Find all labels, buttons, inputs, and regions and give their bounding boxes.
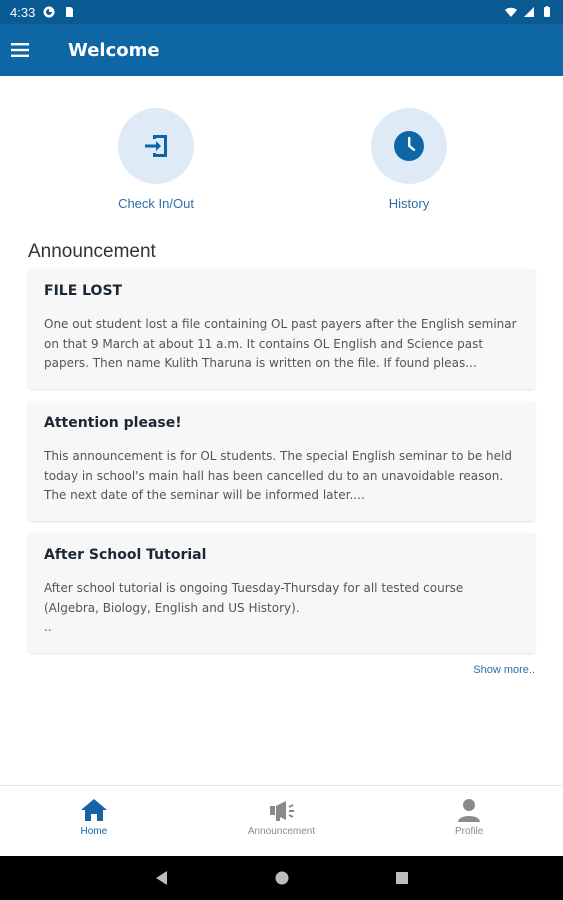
nav-home[interactable] [0, 786, 188, 856]
app-notification-icon [43, 6, 55, 18]
bottom-navigation [0, 785, 563, 856]
status-bar [0, 0, 563, 24]
check-in-out-button[interactable] [86, 108, 226, 211]
menu-button[interactable] [0, 24, 40, 76]
battery-icon [541, 6, 553, 18]
wifi-icon [505, 6, 517, 18]
announcement-body: This announcement is for OL students. The special English seminar to be held today in school's main hall has been cancelled du to an unavoidable reason. The next date of the seminar will be informed later.... [44, 449, 512, 502]
history-icon-circle [371, 108, 447, 184]
person-icon [455, 798, 483, 822]
show-more-link[interactable]: Show more.. [473, 664, 535, 676]
sim-card-icon [63, 6, 75, 18]
announcement-title: Attention please! [44, 415, 182, 431]
home-icon [80, 798, 108, 822]
system-navigation-bar [0, 856, 563, 900]
history-label: History [388, 196, 430, 211]
login-icon [142, 132, 170, 160]
signal-icon [523, 6, 535, 18]
home-circle-icon[interactable] [274, 870, 290, 886]
megaphone-icon [268, 798, 296, 822]
status-time: 4:33 [10, 4, 36, 20]
announcement-card[interactable] [28, 533, 535, 653]
recents-icon[interactable] [394, 870, 410, 886]
page-title: Welcome [68, 39, 160, 61]
menu-icon [11, 43, 29, 57]
nav-announcement[interactable] [188, 786, 376, 856]
nav-home-label: Home [80, 826, 108, 837]
announcement-title: After School Tutorial [44, 547, 207, 563]
check-in-out-icon-circle [118, 108, 194, 184]
announcement-section-title: Announcement [28, 241, 156, 262]
nav-announcement-label: Announcement [247, 826, 316, 837]
app-bar [0, 24, 563, 76]
announcement-body: One out student lost a file containing OL past payers after the English seminar on that 9 March at about 11 a.m. It contains OL English and Science past papers. Then name Kulith Tharuna is written on the file. If found pleas... [44, 317, 517, 370]
clock-icon [393, 130, 425, 162]
announcement-title: FILE LOST [44, 283, 123, 299]
nav-profile-label: Profile [455, 826, 484, 837]
announcement-body: After school tutorial is ongoing Tuesday-Thursday for all tested course (Algebra, Biology, English and US History). .. [44, 581, 464, 634]
back-icon[interactable] [154, 870, 170, 886]
nav-profile[interactable] [375, 786, 563, 856]
announcement-card[interactable] [28, 269, 535, 389]
history-button[interactable] [339, 108, 479, 211]
announcement-card[interactable] [28, 401, 535, 521]
quick-actions [0, 108, 563, 218]
check-in-out-label: Check In/Out [118, 196, 194, 211]
